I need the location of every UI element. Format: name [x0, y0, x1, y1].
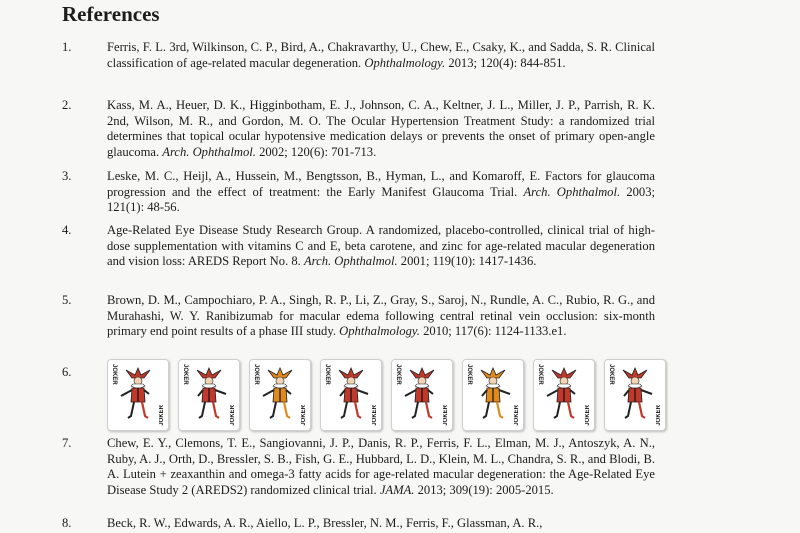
- references-heading: References: [62, 2, 160, 26]
- reference-number: 1.: [62, 40, 72, 54]
- card-label: JOKER: [537, 364, 543, 385]
- joker-card: [462, 359, 524, 431]
- jester-figure-icon: [402, 366, 442, 424]
- reference-number: 6.: [62, 365, 72, 379]
- jester-figure-icon: [260, 366, 300, 424]
- reference-text: Chew, E. Y., Clemons, T. E., Sangiovanni, J. P., Danis, R. P., Ferris, F. L., Elman, M. J., Antoszyk, A. N., Ruby, A. J., Orth, D., Bressler, S. B., Fish, G. E., Hubbard, L. D., Klein, M. L., Chandra, S. R., and Blodi, B. A. Lutein + zeaxanthin and omega-3 fatty acids for age-related macular degeneration: the Age-Related Eye Disease Study 2 (AREDS2) randomized clinical trial. JAMA. 2013; 309(19): 2005-2015.: [107, 436, 655, 497]
- jester-figure-icon: [473, 366, 513, 424]
- card-label: JOKER: [159, 405, 165, 426]
- joker-card: [604, 359, 666, 431]
- jester-figure-icon: [189, 366, 229, 424]
- joker-card: [178, 359, 240, 431]
- card-label: JOKER: [443, 405, 449, 426]
- card-label: JOKER: [608, 364, 614, 385]
- jester-figure-icon: [331, 366, 371, 424]
- card-label: JOKER: [656, 405, 662, 426]
- reference-number: 2.: [62, 98, 72, 112]
- reference-text: Ferris, F. L. 3rd, Wilkinson, C. P., Bird, A., Chakravarthy, U., Chew, E., Csaky, K., and Sadda, S. R. Clinical classification of age-related macular degeneration. Ophthalmology. 2013; 120(4): 844-851.: [107, 40, 655, 70]
- reference-text: Age-Related Eye Disease Study Research Group. A randomized, placebo-controlled, clinical trial of high-dose supplementation with vitamins C and E, beta carotene, and zinc for age-related macular degeneration and vision loss: AREDS Report No. 8. Arch. Ophthalmol. 2001; 119(10): 1417-1436.: [107, 223, 655, 269]
- reference-number: 4.: [62, 223, 72, 237]
- card-label: JOKER: [182, 364, 188, 385]
- reference-text: Brown, D. M., Campochiaro, P. A., Singh, R. P., Li, Z., Gray, S., Saroj, N., Rundle, A. C., Rubio, R. G., and Murahashi, W. Y. Ranibizumab for macular edema following central retinal vein occlusion: six-month primary end point results of a phase III study. Ophthalmology. 2010; 117(6): 1124-1133.e1.: [107, 293, 655, 339]
- card-label: JOKER: [253, 364, 259, 385]
- jester-figure-icon: [118, 366, 158, 424]
- card-label: JOKER: [514, 405, 520, 426]
- reference-text: Beck, R. W., Edwards, A. R., Aiello, L. P., Bressler, N. M., Ferris, F., Glassman, A. R.,: [107, 516, 543, 530]
- reference-text: Kass, M. A., Heuer, D. K., Higginbotham, E. J., Johnson, C. A., Keltner, J. L., Miller, J. P., Parrish, R. K. 2nd, Wilson, M. R., and Gordon, M. O. The Ocular Hypertension Treatment Study: a randomized trial determines that topical ocular hypotensive medication delays or prevents the onset of primary open-angle glaucoma. Arch. Ophthalmol. 2002; 120(6): 701-713.: [107, 98, 655, 159]
- joker-card: [391, 359, 453, 431]
- joker-card: [533, 359, 595, 431]
- jester-figure-icon: [615, 366, 655, 424]
- card-label: JOKER: [372, 405, 378, 426]
- card-label: JOKER: [111, 364, 117, 385]
- reference-text: Leske, M. C., Heijl, A., Hussein, M., Bengtsson, B., Hyman, L., and Komaroff, E. Factors for glaucoma progression and the effect of treatment: the Early Manifest Glaucoma Trial. Arch. Ophthalmol. 2003; 121(1): 48-56.: [107, 169, 655, 215]
- joker-cards-row: [107, 359, 666, 431]
- joker-card: [249, 359, 311, 431]
- card-label: JOKER: [301, 405, 307, 426]
- card-label: JOKER: [466, 364, 472, 385]
- reference-number: 7.: [62, 436, 72, 450]
- card-label: JOKER: [324, 364, 330, 385]
- jester-figure-icon: [544, 366, 584, 424]
- card-label: JOKER: [585, 405, 591, 426]
- card-label: JOKER: [395, 364, 401, 385]
- reference-number: 8.: [62, 516, 72, 530]
- reference-number: 3.: [62, 169, 72, 183]
- card-label: JOKER: [230, 405, 236, 426]
- reference-number: 5.: [62, 293, 72, 307]
- joker-card: [107, 359, 169, 431]
- joker-card: [320, 359, 382, 431]
